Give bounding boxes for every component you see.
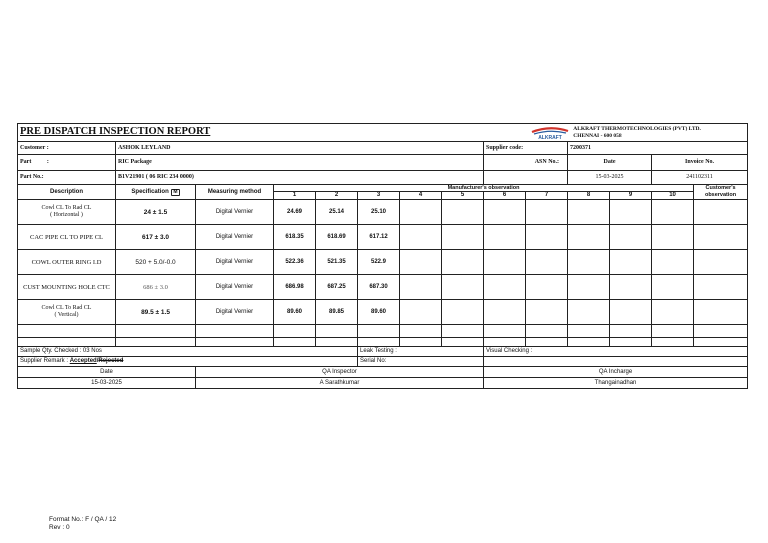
invoice-value: 241102311 xyxy=(652,171,748,185)
description-line-1: Cowl CL To Rad CL xyxy=(41,305,92,311)
row-method: Digital Vernier xyxy=(196,200,274,225)
reading-cell xyxy=(652,250,694,275)
row-description: CAC PIPE CL TO PIPE CL xyxy=(18,225,116,250)
asn-label: ASN No.: xyxy=(484,155,568,171)
column-number: 3 xyxy=(358,192,400,200)
qa-inspector-value: A Sarathkumar xyxy=(196,378,484,389)
column-number: 10 xyxy=(652,192,694,200)
company-header xyxy=(526,124,748,142)
reading-cell xyxy=(568,300,610,325)
rejected-text: Rejected xyxy=(98,358,124,364)
description-line-2: ( Horizontal ) xyxy=(50,212,83,218)
supplier-remark-label: Supplier Remark : xyxy=(20,358,69,364)
reading-cell: 25.10 xyxy=(358,200,400,225)
row-method: Digital Vernier xyxy=(196,250,274,275)
invoice-header: Invoice No. xyxy=(652,155,748,171)
sample-qty: Sample Qty. Checked : 03 Nos xyxy=(18,347,358,357)
reading-cell xyxy=(610,200,652,225)
customer-observation-header: Customer's observation xyxy=(694,185,748,200)
reading-cell xyxy=(400,250,442,275)
logo-text: ALKRAFT xyxy=(537,134,562,140)
remark-separator: / xyxy=(96,358,99,364)
part-label-cell xyxy=(18,155,116,171)
company-name: ALKRAFT THERMOTECHNOLOGIES (PVT) LTD. xyxy=(573,125,701,132)
format-number: Format No.: F / QA / 12 xyxy=(49,516,117,523)
reading-cell xyxy=(400,200,442,225)
reading-cell xyxy=(652,275,694,300)
reading-cell xyxy=(442,200,484,225)
form-footer xyxy=(49,516,116,532)
reading-cell: 24.69 xyxy=(274,200,316,225)
serial-no: Serial No: xyxy=(358,357,484,367)
part-no-value: B1V21901 ( 06 RIC 234 0000) xyxy=(116,171,484,185)
reading-cell xyxy=(610,300,652,325)
qa-incharge-value: Thangainadhan xyxy=(484,378,748,389)
row-method: Digital Vernier xyxy=(196,225,274,250)
column-number: 8 xyxy=(568,192,610,200)
alkraft-logo-icon xyxy=(528,126,572,140)
company-city: CHENNAI - 600 058 xyxy=(573,132,622,139)
report-title: PRE DISPATCH INSPECTION REPORT xyxy=(20,126,211,137)
method-header: Measuring method xyxy=(196,185,274,200)
reading-cell xyxy=(484,275,526,300)
reading-cell: 89.60 xyxy=(358,300,400,325)
asn-value xyxy=(484,171,568,185)
revision: Rev : 0 xyxy=(49,524,70,531)
signoff-date-value: 15-03-2025 xyxy=(18,378,196,389)
column-number: 7 xyxy=(526,192,568,200)
reading-cell: 618.35 xyxy=(274,225,316,250)
supplier-code-value: 7200371 xyxy=(568,142,748,155)
column-number: 2 xyxy=(316,192,358,200)
customer-value: ASHOK LEYLAND xyxy=(116,142,484,155)
part-label: Part xyxy=(20,159,32,165)
date-header: Date xyxy=(568,155,652,171)
report-title-cell xyxy=(18,124,526,142)
reading-cell xyxy=(568,200,610,225)
part-value: RIC Package xyxy=(116,155,484,171)
reading-cell xyxy=(610,225,652,250)
reading-cell: 686.98 xyxy=(274,275,316,300)
visual-checking: Visual Checking : xyxy=(484,347,748,357)
table-row xyxy=(18,300,748,325)
reading-cell xyxy=(484,200,526,225)
reading-cell: 25.14 xyxy=(316,200,358,225)
row-specification: 686 ± 3.0 xyxy=(116,275,196,300)
specification-label: Specification xyxy=(131,188,169,195)
reading-cell xyxy=(442,250,484,275)
reading-cell: 618.69 xyxy=(316,225,358,250)
table-row xyxy=(18,225,748,250)
row-description xyxy=(18,200,116,225)
serial-no-blank xyxy=(484,357,748,367)
empty-row xyxy=(18,325,748,338)
report-table xyxy=(17,123,748,389)
column-number: 6 xyxy=(484,192,526,200)
reading-cell xyxy=(652,225,694,250)
customer-observation-cell xyxy=(694,225,748,250)
reading-cell: 687.30 xyxy=(358,275,400,300)
qa-incharge-label: QA Incharge xyxy=(484,367,748,378)
customer-observation-cell xyxy=(694,250,748,275)
reading-cell xyxy=(568,275,610,300)
company-address xyxy=(573,126,701,140)
supplier-code-label: Supplier code: xyxy=(484,142,568,155)
reading-cell: 617.12 xyxy=(358,225,400,250)
column-number: 4 xyxy=(400,192,442,200)
reading-cell xyxy=(484,225,526,250)
reading-cell xyxy=(484,250,526,275)
reading-cell xyxy=(442,225,484,250)
customer-observation-cell xyxy=(694,275,748,300)
part-colon: : xyxy=(46,159,49,165)
description-line-1: Cowl CL To Rad CL xyxy=(41,205,92,211)
reading-cell xyxy=(610,275,652,300)
customer-label: Customer : xyxy=(18,142,116,155)
table-row xyxy=(18,200,748,225)
customer-observation-cell xyxy=(694,200,748,225)
row-method: Digital Vernier xyxy=(196,275,274,300)
signoff-date-label: Date xyxy=(18,367,196,378)
reading-cell: 89.60 xyxy=(274,300,316,325)
accepted-text: Accepted xyxy=(69,358,97,364)
description-line-2: ( Vertical) xyxy=(54,312,79,318)
reading-cell xyxy=(568,225,610,250)
reading-cell xyxy=(484,300,526,325)
description-header: Description xyxy=(18,185,116,200)
leak-testing: Leak Testing : xyxy=(358,347,484,357)
row-specification: 24 ± 1.5 xyxy=(116,200,196,225)
reading-cell xyxy=(442,300,484,325)
reading-cell xyxy=(526,275,568,300)
reading-cell xyxy=(442,275,484,300)
spec-symbol-icon: M xyxy=(173,188,178,195)
customer-observation-cell xyxy=(694,300,748,325)
reading-cell xyxy=(652,300,694,325)
part-no-label: Part No.: xyxy=(18,171,116,185)
empty-row xyxy=(18,338,748,347)
row-method: Digital Vernier xyxy=(196,300,274,325)
reading-cell xyxy=(652,200,694,225)
reading-cell xyxy=(400,300,442,325)
row-description: COWL OUTER RING I.D xyxy=(18,250,116,275)
qa-inspector-label: QA Inspector xyxy=(196,367,484,378)
reading-cell: 522.36 xyxy=(274,250,316,275)
supplier-remark xyxy=(18,357,358,367)
specification-header xyxy=(116,185,196,200)
manufacturer-observation-header: Manufacturer's observation xyxy=(274,185,694,192)
reading-cell xyxy=(526,250,568,275)
inspection-report xyxy=(17,123,747,389)
row-specification: 617 ± 3.0 xyxy=(116,225,196,250)
reading-cell: 89.85 xyxy=(316,300,358,325)
reading-cell xyxy=(526,225,568,250)
column-number: 1 xyxy=(274,192,316,200)
table-row xyxy=(18,275,748,300)
reading-cell xyxy=(568,250,610,275)
reading-cell: 522.9 xyxy=(358,250,400,275)
reading-cell xyxy=(400,225,442,250)
row-specification: 520 + 5.0/-0.0 xyxy=(116,250,196,275)
date-value: 15-03-2025 xyxy=(568,171,652,185)
row-description xyxy=(18,300,116,325)
column-number: 9 xyxy=(610,192,652,200)
column-number: 5 xyxy=(442,192,484,200)
reading-cell xyxy=(400,275,442,300)
row-specification: 89.5 ± 1.5 xyxy=(116,300,196,325)
table-row xyxy=(18,250,748,275)
reading-cell xyxy=(526,300,568,325)
reading-cell: 521.35 xyxy=(316,250,358,275)
reading-cell xyxy=(610,250,652,275)
reading-cell xyxy=(526,200,568,225)
row-description: CUST MOUNTING HOLE CTC xyxy=(18,275,116,300)
reading-cell: 687.25 xyxy=(316,275,358,300)
